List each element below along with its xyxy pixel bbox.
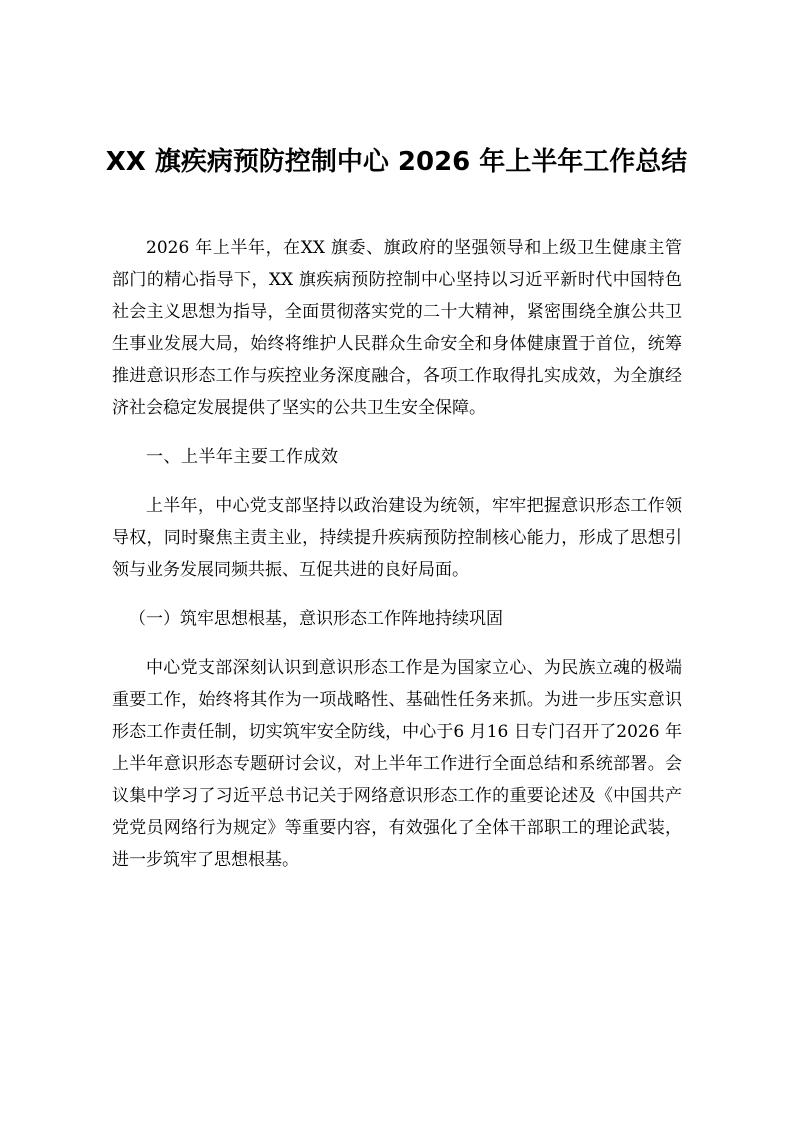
document-title: XX 旗疾病预防控制中心 2026 年上半年工作总结 [105, 147, 688, 177]
document-body [112, 232, 682, 893]
subsection-paragraph: 中心党支部深刻认识到意识形态工作是为国家立心、为民族立魂的极端重要工作，始终将其作为一项战略性、基础性任务来抓。为进一步压实意识形态工作责任制，切实筑牢安全防线，中心于6 月16 日专门召开了2026 年上半年意识形态专题研讨会议，对上半年工作进行全面总结和系统部署。会议集中学习了习近平总书记关于网络意识形态工作的重要论述及《中国共产党党员网络行为规定》等重要内容，有效强化了全体干部职工的理论武装，进一步筑牢了思想根基。 [112, 658, 682, 870]
section-paragraph: 上半年，中心党支部坚持以政治建设为统领，牢牢把握意识形态工作领导权，同时聚焦主责主业，持续提升疾病预防控制核心能力，形成了思想引领与业务发展同频共振、互促共进的良好局面。 [112, 496, 682, 580]
section-heading: 一、上半年主要工作成效 [146, 447, 339, 467]
intro-paragraph: 2026 年上半年，在XX 旗委、旗政府的坚强领导和上级卫生健康主管部门的精心指导下，XX 旗疾病预防控制中心坚持以习近平新时代中国特色社会主义思想为指导，全面贯彻落实党的二十大精神，紧密围绕全旗公共卫生事业发展大局，始终将维护人民群众生命安全和身体健康置于首位，统筹推进意识形态工作与疾控业务深度融合，各项工作取得扎实成效，为全旗经济社会稳定发展提供了坚实的公共卫生安全保障。 [112, 238, 682, 418]
subsection-heading: （一）筑牢思想根基，意识形态工作阵地持续巩固 [129, 609, 503, 629]
